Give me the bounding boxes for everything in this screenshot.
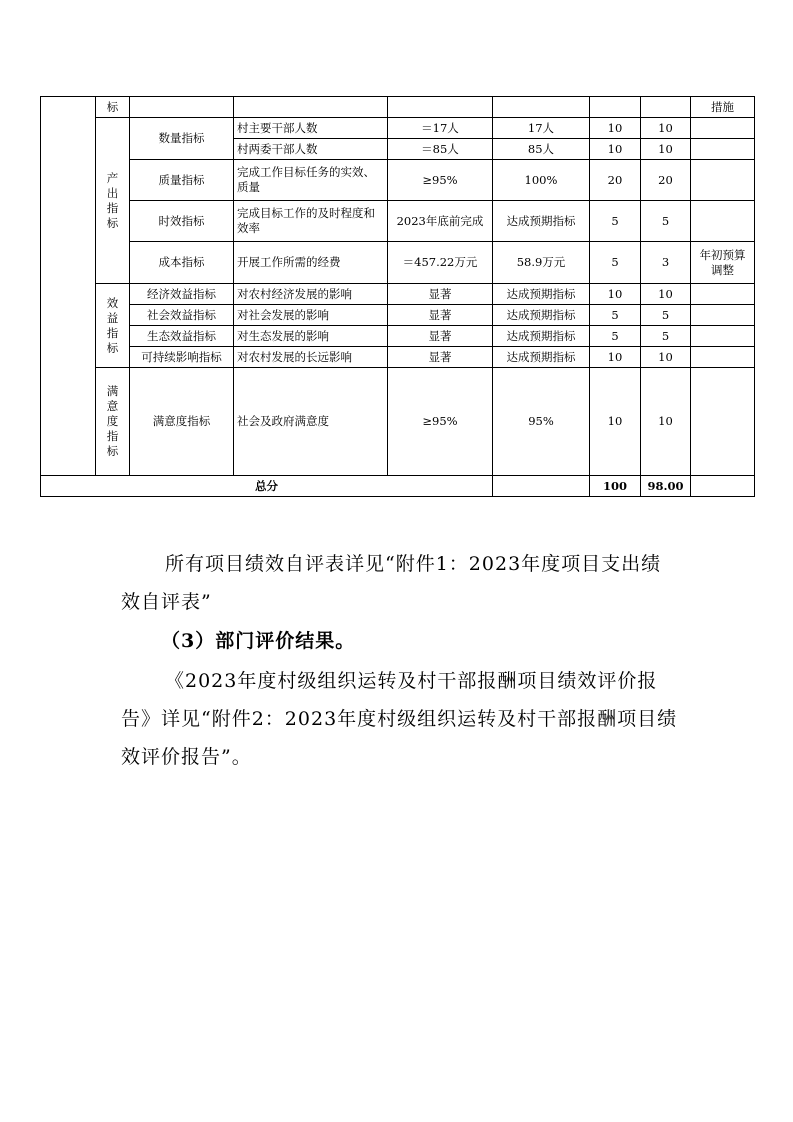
target-value: 显著 [388, 326, 493, 347]
category-tail: 标 [96, 97, 130, 118]
indicator-quantity: 数量指标 [130, 118, 234, 160]
indicator-sustainable: 可持续影响指标 [130, 347, 234, 368]
weight-value: 10 [590, 347, 641, 368]
table-row [41, 305, 755, 326]
indicator-desc: 开展工作所需的经费 [234, 242, 388, 284]
indicator-desc: 完成工作目标任务的实效、质量 [234, 160, 388, 201]
target-value: ＝457.22万元 [388, 242, 493, 284]
weight-value: 10 [590, 139, 641, 160]
weight-value: 5 [590, 201, 641, 242]
indicator-cost: 成本指标 [130, 242, 234, 284]
target-value: ＝17人 [388, 118, 493, 139]
section-heading: （3）部门评价结果。 [161, 630, 356, 652]
actual-value: 95% [493, 368, 590, 476]
target-value: 显著 [388, 347, 493, 368]
indicator-desc: 对社会发展的影响 [234, 305, 388, 326]
weight-value: 5 [590, 305, 641, 326]
weight-value: 10 [590, 284, 641, 305]
paragraph-attachment-2 [121, 662, 681, 776]
total-score: 98.00 [641, 476, 691, 497]
indicator-quality: 质量指标 [130, 160, 234, 201]
actual-value: 达成预期指标 [493, 326, 590, 347]
category-benefit-label: 效益指标 [106, 295, 119, 355]
table-row [41, 201, 755, 242]
total-label: 总分 [41, 476, 493, 497]
category-output-label: 产出指标 [106, 170, 119, 230]
table-row [41, 160, 755, 201]
table-row [41, 347, 755, 368]
category-output [96, 118, 130, 284]
target-value: 显著 [388, 284, 493, 305]
indicator-timeliness: 时效指标 [130, 201, 234, 242]
indicator-desc: 社会及政府满意度 [234, 368, 388, 476]
total-weight: 100 [590, 476, 641, 497]
actual-value: 17人 [493, 118, 590, 139]
table-row [41, 368, 755, 476]
indicator-desc: 对农村经济发展的影响 [234, 284, 388, 305]
indicator-ecological: 生态效益指标 [130, 326, 234, 347]
table-row [41, 242, 755, 284]
target-value: ＝85人 [388, 139, 493, 160]
target-value: 2023年底前完成 [388, 201, 493, 242]
score-value: 5 [641, 305, 691, 326]
category-satisfaction-label: 满意度指标 [106, 384, 119, 458]
paragraph-text: 《2023年度村级组织运转及村干部报酬项目绩效评价报告》详见“附件2：2023年度村级组织运转及村干部报酬项目绩效评价报告”。 [121, 670, 678, 768]
table-row [41, 118, 755, 139]
indicator-economic: 经济效益指标 [130, 284, 234, 305]
target-value: ≥95% [388, 368, 493, 476]
score-value: 20 [641, 160, 691, 201]
weight-value: 20 [590, 160, 641, 201]
score-value: 5 [641, 201, 691, 242]
actual-value: 达成预期指标 [493, 305, 590, 326]
weight-value: 10 [590, 118, 641, 139]
indicator-desc: 村主要干部人数 [234, 118, 388, 139]
indicator-social: 社会效益指标 [130, 305, 234, 326]
table-row-top [41, 97, 755, 118]
paragraph-attachment-1 [121, 545, 681, 621]
category-satisfaction [96, 368, 130, 476]
score-value: 3 [641, 242, 691, 284]
indicator-desc: 对生态发展的影响 [234, 326, 388, 347]
table-row [41, 326, 755, 347]
weight-value: 10 [590, 368, 641, 476]
remark-cell: 措施 [691, 97, 755, 118]
score-value: 10 [641, 284, 691, 305]
table-row [41, 284, 755, 305]
first-level-cell [41, 97, 96, 476]
indicator-satisfaction: 满意度指标 [130, 368, 234, 476]
total-row [41, 476, 755, 497]
indicator-desc: 村两委干部人数 [234, 139, 388, 160]
performance-table [40, 96, 755, 497]
score-value: 10 [641, 139, 691, 160]
actual-value: 达成预期指标 [493, 347, 590, 368]
actual-value: 100% [493, 160, 590, 201]
weight-value: 5 [590, 326, 641, 347]
target-value: 显著 [388, 305, 493, 326]
paragraph-text: 所有项目绩效自评表详见“附件1：2023年度项目支出绩效自评表” [121, 553, 662, 613]
weight-value: 5 [590, 242, 641, 284]
actual-value: 58.9万元 [493, 242, 590, 284]
remark-cell: 年初预算调整 [691, 242, 755, 284]
actual-value: 达成预期指标 [493, 284, 590, 305]
score-value: 5 [641, 326, 691, 347]
score-value: 10 [641, 347, 691, 368]
actual-value: 85人 [493, 139, 590, 160]
indicator-desc: 对农村发展的长远影响 [234, 347, 388, 368]
target-value: ≥95% [388, 160, 493, 201]
actual-value: 达成预期指标 [493, 201, 590, 242]
score-value: 10 [641, 118, 691, 139]
category-benefit [96, 284, 130, 368]
indicator-desc: 完成目标工作的及时程度和效率 [234, 201, 388, 242]
score-value: 10 [641, 368, 691, 476]
